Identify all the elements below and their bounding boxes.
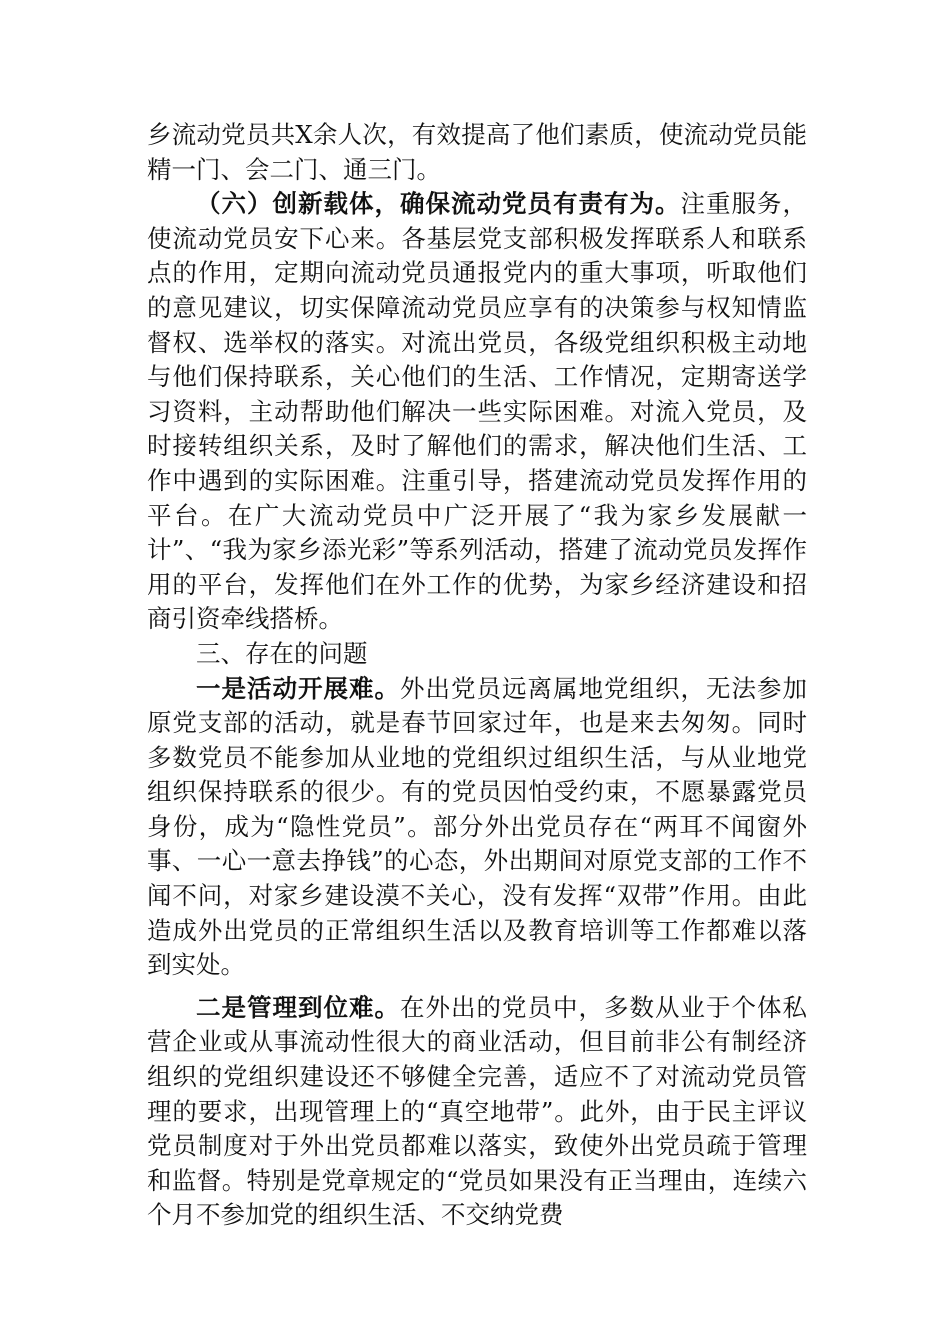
document-page: [147, 118, 807, 1233]
paragraph-lead: 一是活动开展难。: [196, 673, 400, 703]
paragraph-text: 外出党员远离属地党组织，无法参加原党支部的活动，就是春节回家过年，也是来去匆匆。同时多数党员不能参加从业地的党组织过组织生活，与从业地党组织保持联系的很少。有的党员因怕受约束，不愿暴露党员身份，成为“隐性党员”。部分外出党员存在“两耳不闻窗外事、一心一意去挣钱”的心态，外出期间对原党支部的工作不闻不问，对家乡建设漠不关心，没有发挥“双带”作用。由此造成外出党员的正常组织生活以及教育培训等工作都难以落到实处。: [147, 673, 807, 980]
paragraph-management-difficulty: [147, 991, 807, 1233]
paragraph-innovate-carrier: [147, 187, 807, 637]
paragraph-text: 乡流动党员共X余人次，有效提高了他们素质，使流动党员能精一门、会二门、通三门。: [147, 120, 807, 184]
section-heading-problems: 三、存在的问题: [196, 638, 368, 668]
paragraph-text: 在外出的党员中，多数从业于个体私营企业或从事流动性很大的商业活动，但目前非公有制经济组织的党组织建设还不够健全完善，适应不了对流动党员管理的要求，出现管理上的“真空地带”。此外，由于民主评议党员制度对于外出党员都难以落实，致使外出党员疏于管理和监督。特别是党章规定的“党员如果没有正当理由，连续六个月不参加党的组织生活、不交纳党费: [147, 992, 807, 1230]
paragraph-lead: （六）创新载体，确保流动党员有责有为。: [196, 189, 681, 219]
paragraph-activity-difficulty: [147, 672, 807, 983]
paragraph-lead: 二是管理到位难。: [196, 992, 400, 1022]
paragraph-continuation: [147, 118, 807, 187]
paragraph-text: 注重服务，使流动党员安下心来。各基层党支部积极发挥联系人和联系点的作用，定期向流动党员通报党内的重大事项，听取他们的意见建议，切实保障流动党员应享有的决策参与权知情监督权、选举权的落实。对流出党员，各级党组织积极主动地与他们保持联系，关心他们的生活、工作情况，定期寄送学习资料，主动帮助他们解决一些实际困难。对流入党员，及时接转组织关系，及时了解他们的需求，解决他们生活、工作中遇到的实际困难。注重引导，搭建流动党员发挥作用的平台。在广大流动党员中广泛开展了“我为家乡发展献一计”、“我为家乡添光彩”等系列活动，搭建了流动党员发挥作用的平台，发挥他们在外工作的优势，为家乡经济建设和招商引资牵线搭桥。: [147, 189, 807, 634]
